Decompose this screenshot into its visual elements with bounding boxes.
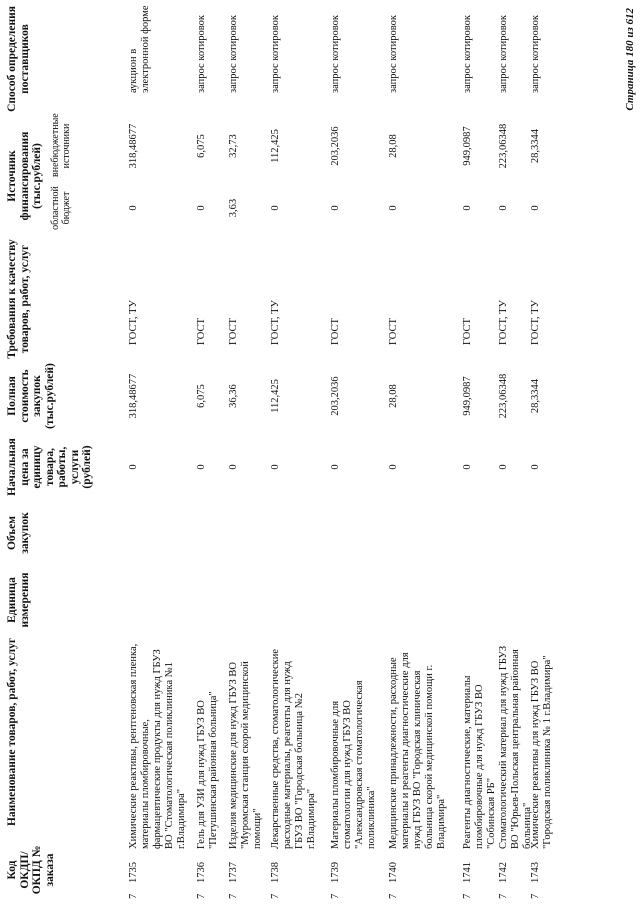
- row-requirements: ГОСТ: [196, 318, 207, 345]
- row-fin-regional: 0: [530, 205, 541, 211]
- row-name: Материалы пломбировочные для стоматологии для нужд ГБУЗ ВО "Александровская стоматологическая поликлиника": [330, 680, 377, 849]
- row-fin-extra: 112,425: [270, 129, 281, 163]
- row-code: 7: [530, 893, 541, 899]
- row-method: запрос котировок: [228, 15, 239, 93]
- row-name: Лекарственные средства, стоматологические расходные материалы, реагенты для нужд ГБУЗ ВО "Городская больница №2 г.Владимира": [270, 648, 317, 849]
- page-footer: Страница 180 из 612: [624, 8, 636, 111]
- row-price: 0: [498, 464, 509, 470]
- row-method: запрос котировок: [196, 15, 207, 93]
- row-price: 0: [270, 464, 281, 470]
- header-total: Полная стоимость закупок (тыс.рублей): [6, 363, 56, 429]
- row-code: 7: [462, 893, 473, 899]
- row-order-number: 1737: [228, 862, 239, 883]
- row-price: 0: [196, 464, 207, 470]
- row-fin-extra: 223,06348: [498, 123, 509, 169]
- row-name: Химические реактивы, рентгеновская пленка, материалы пломбировочные, фармацевтические продукты для нужд ГБУЗ ВО "Стоматологическая поликлиника №1 г.Владимира": [128, 643, 187, 849]
- row-fin-regional: 0: [498, 205, 509, 211]
- row-total: 112,425: [270, 379, 281, 413]
- row-fin-extra: 318,48677: [128, 123, 139, 169]
- row-fin-extra: 28,08: [388, 134, 399, 158]
- row-code: 7: [228, 893, 239, 899]
- row-fin-extra: 32,73: [228, 134, 239, 158]
- row-fin-extra: 6,075: [196, 134, 207, 158]
- row-code: 7: [388, 893, 399, 899]
- row-requirements: ГОСТ, ТУ: [128, 300, 139, 345]
- row-total: 28,3344: [530, 378, 541, 414]
- row-price: 0: [462, 464, 473, 470]
- row-order-number: 1741: [462, 862, 473, 883]
- row-fin-extra: 949,0987: [462, 126, 473, 166]
- row-fin-regional: 0: [196, 205, 207, 211]
- header-requirements: Требования к качеству товаров, работ, услуг: [6, 239, 31, 359]
- header-volume: Объем закупок: [6, 512, 31, 554]
- row-method: запрос котировок: [498, 15, 509, 93]
- row-method: аукцион в электронной форме: [128, 5, 151, 93]
- row-order-number: 1735: [128, 862, 139, 883]
- row-fin-regional: 0: [330, 205, 341, 211]
- row-fin-regional: 0: [270, 205, 281, 211]
- row-total: 6,075: [196, 384, 207, 408]
- row-order-number: 1739: [330, 862, 341, 883]
- row-fin-extra: 28,3344: [530, 128, 541, 164]
- row-price: 0: [228, 464, 239, 470]
- row-name: Химические реактивы для нужд ГБУЗ ВО "Городская поликлиника № 1 г.Владимира": [530, 655, 553, 849]
- row-code: 7: [196, 893, 207, 899]
- row-order-number: 1743: [530, 862, 541, 883]
- row-method: запрос котировок: [270, 15, 281, 93]
- row-fin-regional: 0: [388, 205, 399, 211]
- row-method: запрос котировок: [330, 15, 341, 93]
- row-price: 0: [330, 464, 341, 470]
- row-fin-regional: 0: [462, 205, 473, 211]
- row-requirements: ГОСТ, ТУ: [270, 300, 281, 345]
- row-order-number: 1740: [388, 862, 399, 883]
- row-order-number: 1742: [498, 862, 509, 883]
- row-requirements: ГОСТ: [330, 318, 341, 345]
- row-name: Реагенты диагностические, материалы пломбировочные для нужд ГБУЗ ВО "Собинская РБ": [462, 675, 497, 849]
- row-price: 0: [388, 464, 399, 470]
- row-name: Медицинские принадлежности, расходные материалы и реагенты диагностические для нужд ГБУЗ ВО "Городская клиническая больница скорой медицинской помощи г. Владимира": [388, 652, 447, 849]
- row-total: 203,2036: [330, 376, 341, 416]
- row-order-number: 1738: [270, 862, 281, 883]
- row-requirements: ГОСТ: [388, 318, 399, 345]
- row-code: 7: [270, 893, 281, 899]
- row-total: 318,48677: [128, 373, 139, 419]
- row-code: 7: [330, 893, 341, 899]
- row-total: 36,36: [228, 384, 239, 408]
- row-method: запрос котировок: [530, 15, 541, 93]
- header-fin-regional: областной бюджет: [50, 186, 72, 230]
- row-total: 28,08: [388, 384, 399, 408]
- row-requirements: ГОСТ: [228, 318, 239, 345]
- header-method: Способ определения поставщиков: [6, 6, 31, 112]
- row-requirements: ГОСТ, ТУ: [498, 300, 509, 345]
- header-financing: Источник финансирования (тыс.рублей): [6, 131, 43, 221]
- header-price: Начальная цена за единицу товара, работы, услуги (рублей): [6, 438, 93, 496]
- row-total: 223,06348: [498, 373, 509, 419]
- header-fin-extra: внебюджетные источники: [50, 113, 72, 177]
- row-name: Изделия медицинские для нужд ГБУЗ ВО "Муромская станция скорой медицинской помощи": [228, 661, 263, 849]
- row-requirements: ГОСТ, ТУ: [530, 300, 541, 345]
- row-requirements: ГОСТ: [462, 318, 473, 345]
- header-name: Наименование товаров, работ, услуг: [6, 637, 18, 827]
- row-method: запрос котировок: [462, 15, 473, 93]
- row-price: 0: [530, 464, 541, 470]
- row-code: 7: [498, 893, 509, 899]
- row-fin-regional: 0: [128, 205, 139, 211]
- row-fin-regional: 3,63: [228, 198, 239, 218]
- row-price: 0: [128, 464, 139, 470]
- header-unit: Единица измерения: [6, 572, 31, 628]
- row-name: Гель для УЗИ для нужд ГБУЗ ВО "Петушинская районная больница": [196, 691, 219, 849]
- row-method: запрос котировок: [388, 15, 399, 93]
- row-total: 949,0987: [462, 376, 473, 416]
- row-fin-extra: 203,2036: [330, 126, 341, 166]
- header-code: Код ОКДП/ ОКПД № заказа: [6, 845, 56, 895]
- row-name: Стоматологический материал для нужд ГБУЗ ВО "Юрьев-Польская центральная районная больница": [498, 645, 533, 849]
- row-code: 7: [128, 893, 139, 899]
- row-order-number: 1736: [196, 862, 207, 883]
